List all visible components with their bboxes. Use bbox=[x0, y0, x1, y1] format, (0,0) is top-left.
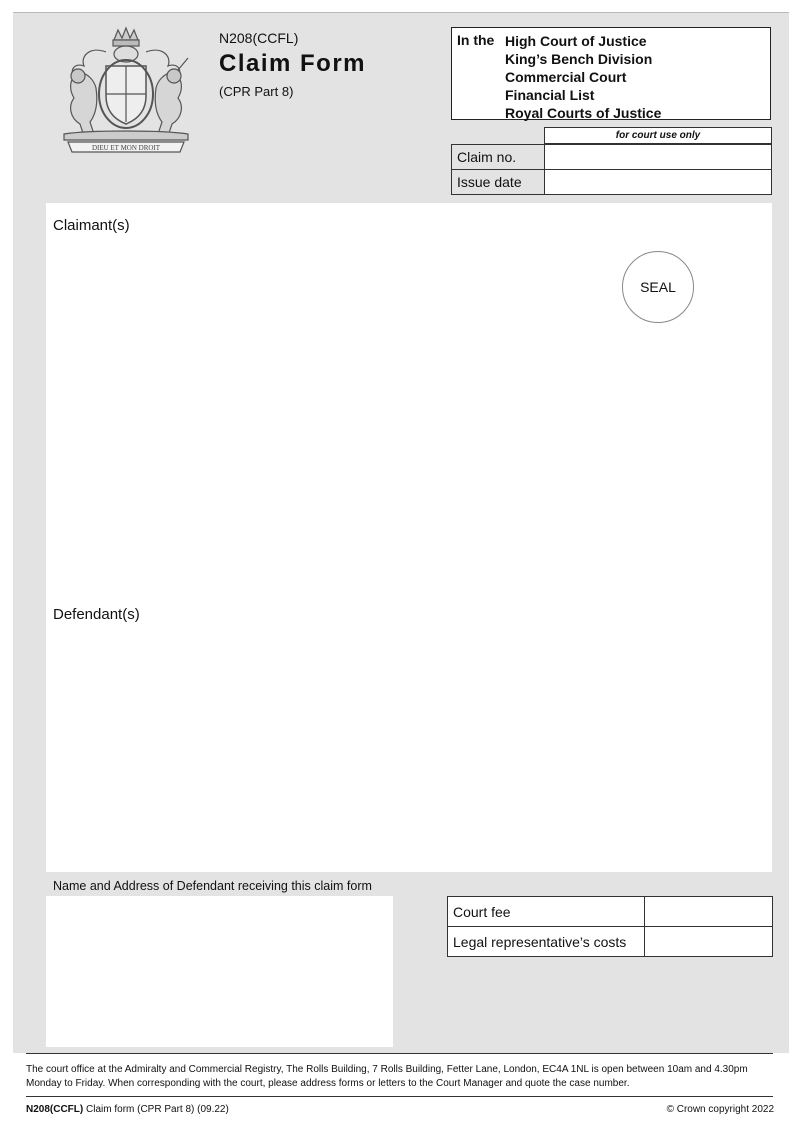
court-in-the-label: In the bbox=[457, 32, 495, 48]
fees-table bbox=[447, 896, 773, 957]
court-name-list bbox=[505, 32, 661, 122]
issue-date-label: Issue date bbox=[452, 170, 545, 195]
legal-costs-field[interactable] bbox=[645, 927, 773, 957]
court-office-note: The court office at the Admiralty and Commercial Registry, The Rolls Building, 7 Rolls Building, Fetter Lane, London, EC4A 1NL is open between 10am and 4.30pm Monday to Friday. When corresponding with the court, please address forms or letters to the Court Manager and quote the case number. bbox=[26, 1064, 748, 1089]
seal-circle bbox=[622, 251, 694, 323]
defendant-address-field[interactable] bbox=[46, 896, 393, 1047]
footer-form-reference bbox=[26, 1104, 229, 1115]
divider bbox=[26, 1053, 773, 1054]
claimant-label: Claimant(s) bbox=[53, 217, 130, 234]
form-title: Claim Form bbox=[219, 50, 367, 77]
court-line: Financial List bbox=[505, 87, 595, 103]
court-fee-label: Court fee bbox=[448, 897, 645, 927]
royal-coat-of-arms-icon bbox=[50, 26, 202, 156]
defendant-label: Defendant(s) bbox=[53, 606, 140, 623]
footer-copyright: © Crown copyright 2022 bbox=[666, 1104, 774, 1115]
footer-form-description: Claim form (CPR Part 8) (09.22) bbox=[83, 1104, 229, 1115]
court-line: King’s Bench Division bbox=[505, 51, 653, 67]
footer-form-code: N208(CCFL) bbox=[26, 1104, 84, 1115]
seal-label: SEAL bbox=[640, 279, 676, 295]
crest-motto: DIEU ET MON DROIT bbox=[91, 144, 161, 152]
legal-costs-label: Legal representative’s costs bbox=[448, 927, 645, 957]
divider bbox=[26, 1096, 773, 1097]
claim-no-label: Claim no. bbox=[452, 145, 545, 170]
form-subtitle: (CPR Part 8) bbox=[219, 84, 294, 99]
court-line: High Court of Justice bbox=[505, 33, 647, 49]
court-fee-field[interactable] bbox=[645, 897, 773, 927]
court-line: Royal Courts of Justice bbox=[505, 105, 662, 121]
court-details-box bbox=[451, 27, 771, 120]
form-code: N208(CCFL) bbox=[219, 30, 299, 46]
court-line: Commercial Court bbox=[505, 69, 627, 85]
court-use-table bbox=[451, 144, 772, 195]
claim-no-field[interactable] bbox=[545, 145, 772, 170]
defendant-address-label: Name and Address of Defendant receiving this claim form bbox=[53, 879, 372, 893]
court-use-only-caption: for court use only bbox=[544, 127, 772, 144]
issue-date-field[interactable] bbox=[545, 170, 772, 195]
